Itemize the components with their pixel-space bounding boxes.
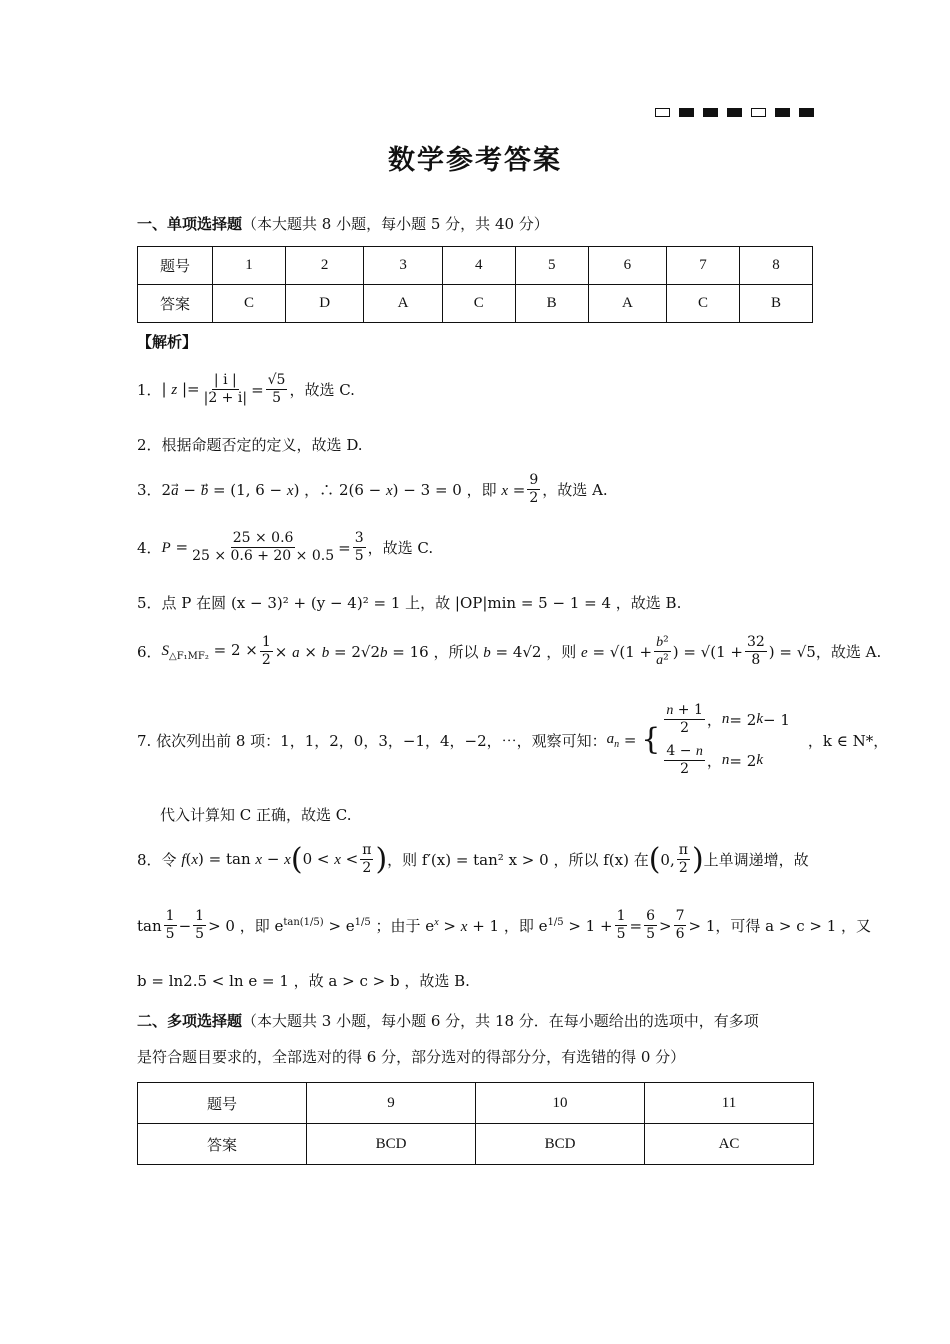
row-label-question: 题号 <box>138 247 213 285</box>
table-cell: B <box>515 285 588 323</box>
solution-8-tail: 上单调递增，故 <box>703 851 809 869</box>
section2-title: 二、多项选择题 <box>137 1012 243 1030</box>
table-cell: 8 <box>740 247 813 285</box>
solution-1-tail: ，故选 C. <box>289 381 355 399</box>
solution-4-tail: ，故选 C. <box>367 539 434 557</box>
row-label-answer: 答案 <box>138 285 213 323</box>
table-cell: D <box>285 285 363 323</box>
solution-1: 1． | z |= $\frac{| i |}{|2 + i|}$ = $\frac{√5}{5}$ ，故选 C. <box>137 372 355 406</box>
solution-8-number: 8．令 <box>137 851 177 869</box>
table-cell: C <box>213 285 286 323</box>
table-row <box>138 1124 814 1165</box>
mark-0 <box>655 108 670 117</box>
section1-note: （本大题共 8 小题，每小题 5 分，共 40 分） <box>242 215 549 233</box>
solution-4: 4． P = $\frac{25 \times 0.6}{25 \times 0.6 + 20 \times 0.5}$ = $\frac{3}{5}$ ，故选 C. <box>137 530 434 564</box>
table-cell: BCD <box>307 1124 476 1165</box>
section1-heading <box>137 212 549 236</box>
table-cell: 9 <box>307 1083 476 1124</box>
solution-6-tail: ，故选 A. <box>815 643 882 661</box>
section1-answer-table <box>137 246 813 323</box>
solution-3: 3． 2a⃗ − b⃗ = (1, 6 − x) ，∴ 2(6 − x) − 3 = 0 ，即 x = $\frac{9}{2}$ ，故选 A. <box>137 472 608 506</box>
mark-2 <box>703 108 718 117</box>
table-row <box>138 1083 814 1124</box>
table-cell: A <box>364 285 442 323</box>
solution-7: 7. 依次列出前 8 项：1，1，2，0，3，−1，4，−2，⋯，观察可知： $a_n$ = { $\frac{n + 1}{2}$ ， n = 2 k − 1 $\frac{4 - n}{2}$ ， n = 2 k ，k ∈ N*， <box>137 702 889 777</box>
header-marks <box>655 108 814 117</box>
solution-8-line-2: tan $\frac{1}{5}$ − $\frac{1}{5}$ > 0 ，即 $e^{tan(1/5)} > e^{1/5}$ ；由于 $e^x > x + 1$ ，即 $e^{1/5} > 1$ + $\frac{1}{5}$ = $\frac{6}{5}$ > $\frac{7}{6}$ > 1 ，可得 a > c > 1 ，又 <box>137 908 872 942</box>
table-cell: 3 <box>364 247 442 285</box>
mark-5 <box>775 108 790 117</box>
section2-note-line1: （本大题共 3 小题，每小题 6 分，共 18 分．在每小题给出的选项中，有多项 <box>242 1012 759 1030</box>
table-cell: AC <box>645 1124 814 1165</box>
table-cell: B <box>740 285 813 323</box>
table-row <box>138 247 813 285</box>
table-cell: 7 <box>667 247 740 285</box>
table-cell: A <box>588 285 666 323</box>
solution-7-continuation: 代入计算知 C 正确，故选 C. <box>160 806 352 824</box>
row-label-answer: 答案 <box>138 1124 307 1165</box>
solution-8-line-3: b = ln2.5 < ln e = 1 ，故 a > c > b ，故选 B. <box>137 972 470 990</box>
mark-4 <box>751 108 766 117</box>
solution-7-tail: ，k ∈ N*， <box>807 731 889 750</box>
solution-2: 2．根据命题否定的定义，故选 D. <box>137 436 363 454</box>
mark-1 <box>679 108 694 117</box>
solution-4-number: 4． <box>137 539 162 557</box>
table-cell: 2 <box>285 247 363 285</box>
table-cell: 4 <box>442 247 515 285</box>
solution-8-mid: ，则 f′(x) = tan² x > 0 ，所以 f(x) 在 <box>387 851 649 869</box>
table-row <box>138 285 813 323</box>
table-cell: C <box>667 285 740 323</box>
section1-title: 一、单项选择题 <box>137 215 243 233</box>
solution-5: 5．点 P 在圆 (x − 3)² + (y − 4)² = 1 上，故 |OP|min = 5 − 1 = 4 ，故选 B. <box>137 594 682 612</box>
section2-heading <box>137 1009 817 1033</box>
solution-3-tail: ，故选 A. <box>542 481 608 499</box>
solution-3-number: 3． <box>137 481 162 499</box>
table-cell: BCD <box>476 1124 645 1165</box>
mark-3 <box>727 108 742 117</box>
table-cell: 1 <box>213 247 286 285</box>
row-label-question: 题号 <box>138 1083 307 1124</box>
solution-6-number: 6． <box>137 643 162 661</box>
table-cell: 5 <box>515 247 588 285</box>
solution-7-text: 7. 依次列出前 8 项：1，1，2，0，3，−1，4，−2，⋯，观察可知： <box>137 731 607 750</box>
solution-1-number: 1． <box>137 381 162 399</box>
page-title: 数学参考答案 <box>388 145 562 176</box>
analysis-label: 【解析】 <box>137 333 198 351</box>
solution-8-line-2-tail: ，可得 a > c > 1 ，又 <box>715 917 872 935</box>
table-cell: 11 <box>645 1083 814 1124</box>
solution-8: 8．令 f(x) = tan x − x ( 0 < x < $\frac{\pi}{2}$ ) ，则 f′(x) = tan² x > 0 ，所以 f(x) 在 ( 0, $\frac{\pi}{2}$ ) 上单调递增，故 <box>137 841 809 877</box>
solution-6: 6． $S_{\triangle F_1MF_2} = 2$ × $\frac{1}{2}$ × a × b = 2√2b = 16 ，所以 b = 4√2 ，则 e = √(1 + $\frac{\text{b²}}{\text{a²}}$ ) = √(1 + $\frac{32}{8}$ ) = √5 ，故选 A. <box>137 634 882 668</box>
section2-answer-table <box>137 1082 814 1165</box>
table-cell: C <box>442 285 515 323</box>
mark-6 <box>799 108 814 117</box>
table-cell: 6 <box>588 247 666 285</box>
section2-note-line2: 是符合题目要求的，全部选对的得 6 分，部分选对的得部分分，有选错的得 0 分） <box>137 1048 686 1066</box>
table-cell: 10 <box>476 1083 645 1124</box>
